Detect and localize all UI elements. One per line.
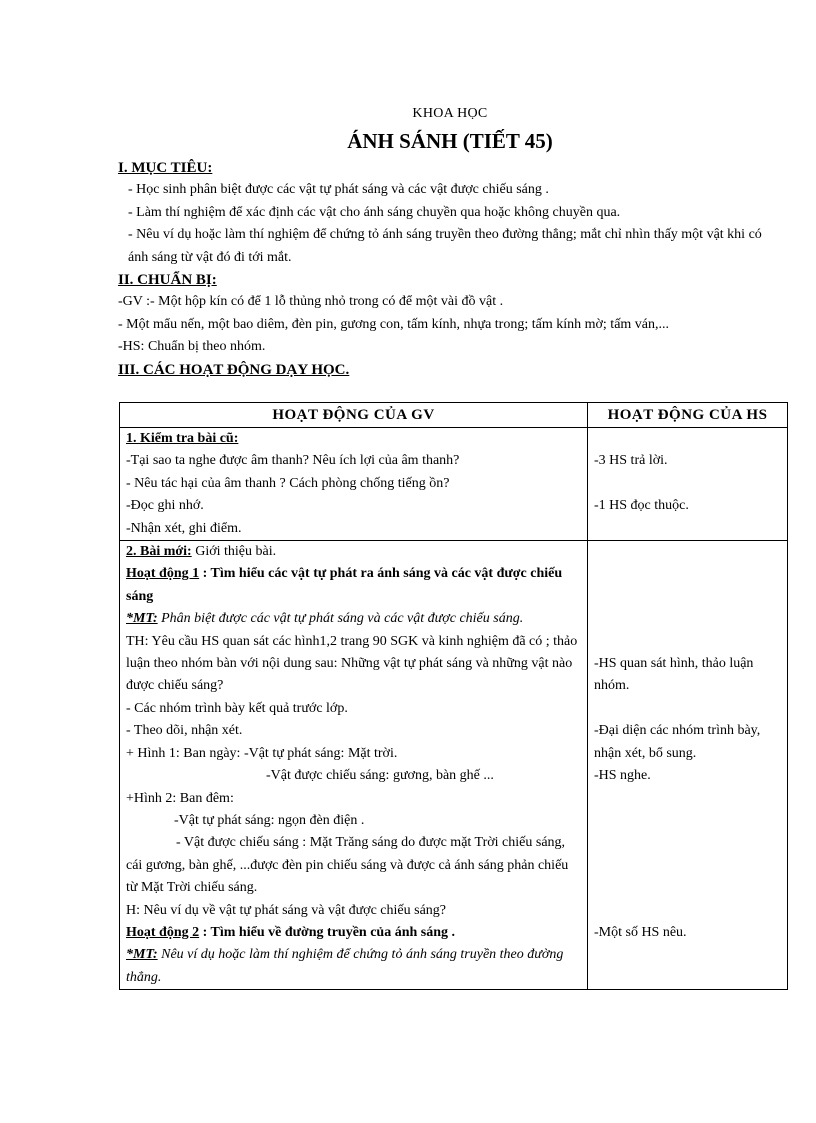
figure-2-line: - Vật được chiếu sáng : Mặt Trăng sáng do được mặt Trời chiếu sáng, cái gương, bàn ghế, ...được đèn pin chiếu sáng và được cả ánh sáng phản chiếu từ Mặt Trời chiếu sáng. bbox=[126, 835, 569, 896]
student-line: -Một số HS nêu. bbox=[594, 924, 687, 940]
student-line: -Đại diện các nhóm trình bày, nhận xét, bổ sung. bbox=[594, 723, 761, 761]
activities-heading: III. CÁC HOẠT ĐỘNG DẠY HỌC. bbox=[118, 361, 350, 378]
teacher-cell bbox=[120, 541, 588, 990]
figure-1-line: + Hình 1: Ban ngày: -Vật tự phát sáng: Mặt trời. bbox=[126, 745, 398, 761]
student-line: -1 HS đọc thuộc. bbox=[594, 498, 689, 514]
teacher-line: - Theo dõi, nhận xét. bbox=[126, 723, 243, 739]
student-line: -HS nghe. bbox=[594, 768, 651, 784]
preparation-heading: II. CHUẨN BỊ: bbox=[118, 272, 217, 289]
lesson-title: ÁNH SÁNH (TIẾT 45) bbox=[347, 129, 553, 153]
teacher-column-header: HOẠT ĐỘNG CỦA GV bbox=[120, 403, 588, 428]
student-line: -3 HS trả lời. bbox=[594, 453, 668, 469]
table-row bbox=[120, 428, 788, 541]
student-column-header: HOẠT ĐỘNG CỦA HS bbox=[588, 403, 788, 428]
figure-2-line: +Hình 2: Ban đêm: bbox=[126, 790, 234, 806]
objective-item: - Làm thí nghiệm để xác định các vật cho ánh sáng chuyền qua hoặc không chuyền qua. bbox=[128, 204, 621, 220]
activity-2-label: Hoạt động 2 bbox=[126, 924, 200, 940]
objective-1-label: *MT: bbox=[126, 611, 158, 627]
preparation-item: -GV :- Một hộp kín có để 1 lỗ thủng nhỏ trong có để một vài đồ vật . bbox=[118, 294, 504, 310]
activity-1-text: : Tìm hiểu các vật tự phát ra ánh sáng và các vật được chiếu sáng bbox=[126, 566, 563, 604]
review-heading: 1. Kiểm tra bài cũ: bbox=[126, 431, 239, 446]
teacher-line: -Tại sao ta nghe được âm thanh? Nêu ích lợi của âm thanh? bbox=[126, 453, 460, 469]
objective-item: - Học sinh phân biệt được các vật tự phát sáng và các vật được chiếu sáng . bbox=[128, 182, 549, 198]
objective-2-label: *MT: bbox=[126, 947, 158, 963]
objective-2-text: Nêu ví dụ hoặc làm thí nghiệm để chứng tỏ ánh sáng truyền theo đường thẳng. bbox=[126, 947, 564, 985]
figure-2-line: -Vật tự phát sáng: ngọn đèn điện . bbox=[174, 812, 365, 828]
objective-1-text: Phân biệt được các vật tự phát sáng và các vật được chiếu sáng. bbox=[157, 611, 524, 627]
figure-1-line: -Vật được chiếu sáng: gương, bàn ghế ... bbox=[266, 768, 494, 784]
activity-1-label: Hoạt động 1 bbox=[126, 566, 200, 582]
table-header-row bbox=[120, 403, 788, 428]
preparation-item: - Một mẩu nến, một bao diêm, đèn pin, gương con, tấm kính, nhựa trong; tấm kính mờ; tấm ván,... bbox=[118, 316, 670, 332]
task-text: TH: Yêu cầu HS quan sát các hình1,2 trang 90 SGK và kinh nghiệm đã có ; thảo luận theo nhóm bàn với nội dung sau: Những vật tự phát sáng và những vật nào được chiếu sáng? bbox=[126, 633, 578, 694]
activities-table bbox=[119, 402, 788, 990]
new-lesson-label: 2. Bài mới: bbox=[126, 544, 192, 560]
objectives-heading: I. MỤC TIÊU: bbox=[118, 160, 213, 176]
preparation-item: -HS: Chuẩn bị theo nhóm. bbox=[118, 339, 266, 355]
activity-2-text: : Tìm hiểu về đường truyền của ánh sáng . bbox=[199, 924, 456, 940]
new-lesson-text: Giới thiệu bài. bbox=[191, 544, 277, 560]
teacher-line: - Các nhóm trình bày kết quả trước lớp. bbox=[126, 700, 348, 716]
student-cell bbox=[588, 541, 788, 990]
lesson-content bbox=[118, 157, 798, 381]
subject-label: KHOA HỌC bbox=[412, 106, 488, 121]
table-row bbox=[120, 541, 788, 990]
teacher-cell bbox=[120, 428, 588, 541]
student-line: -HS quan sát hình, thảo luận nhóm. bbox=[594, 656, 754, 694]
question-line: H: Nêu ví dụ về vật tự phát sáng và vật được chiếu sáng? bbox=[126, 902, 446, 918]
teacher-line: -Nhận xét, ghi điểm. bbox=[126, 520, 242, 536]
student-cell bbox=[588, 428, 788, 541]
objective-item: - Nêu ví dụ hoặc làm thí nghiệm để chứng tỏ ánh sáng truyền theo đường thẳng; mắt chỉ nhìn thấy một vật khi có ánh sáng từ vật đó đi tới mắt. bbox=[128, 227, 762, 265]
teacher-line: - Nêu tác hại của âm thanh ? Cách phòng chống tiếng ồn? bbox=[126, 475, 450, 491]
teacher-line: -Đọc ghi nhớ. bbox=[126, 498, 204, 514]
